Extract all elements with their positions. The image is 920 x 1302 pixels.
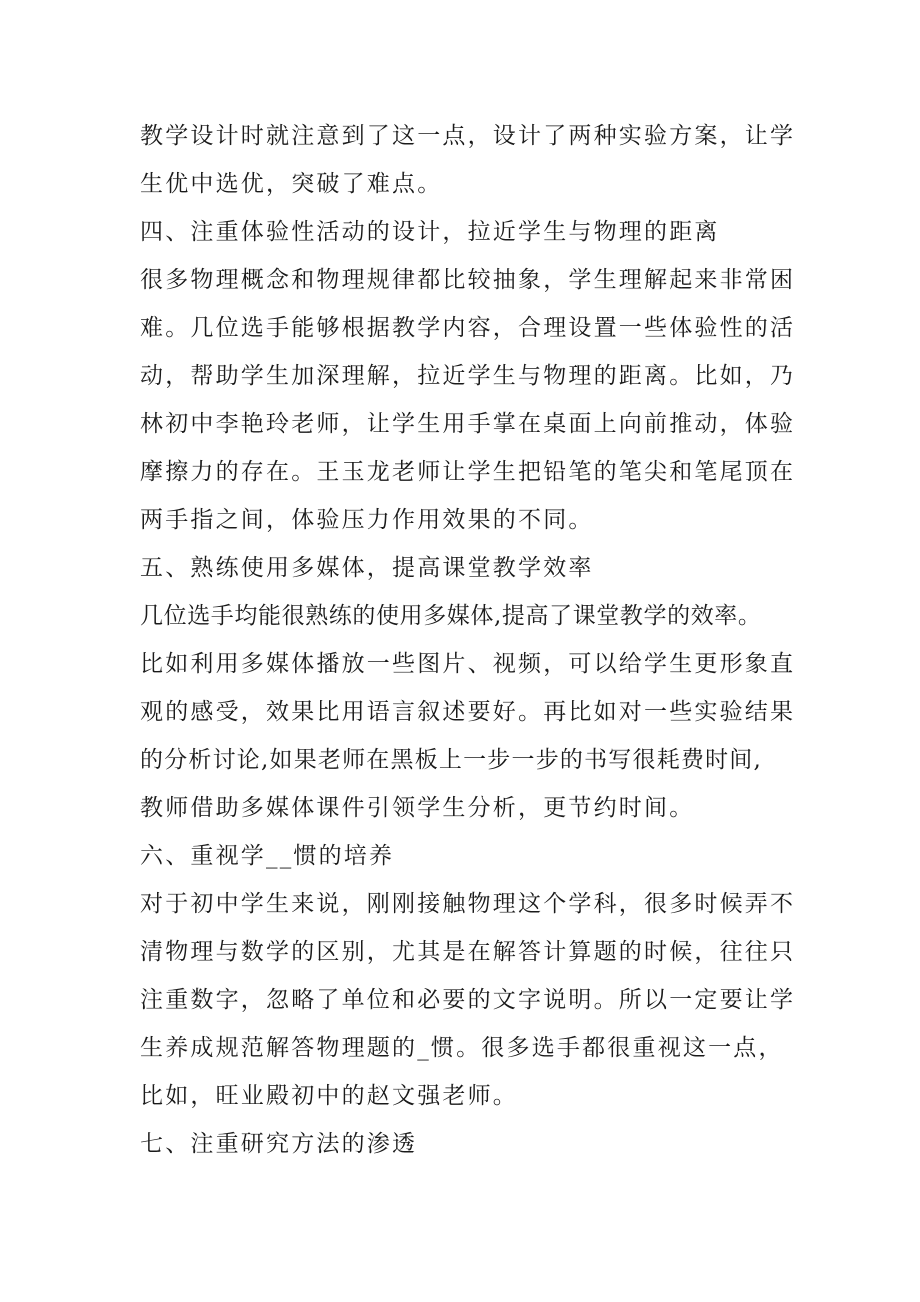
text-line: 比如，旺业殿初中的赵文强老师。	[140, 1083, 518, 1109]
text-line: 几位选手均能很熟练的使用多媒体,提高了课堂教学的效率。	[140, 603, 762, 629]
document-body	[140, 112, 796, 1168]
text-line: 比如利用多媒体播放一些图片、视频，可以给学生更形象直	[140, 651, 796, 677]
text-line: 很多物理概念和物理规律都比较抽象，学生理解起来非常困	[140, 267, 796, 293]
text-line: 的分析讨论,如果老师在黑板上一步一步的书写很耗费时间,	[140, 747, 763, 773]
text-line: 教学设计时就注意到了这一点，设计了两种实验方案，让学	[140, 123, 796, 149]
text-line: 难。几位选手能够根据教学内容，合理设置一些体验性的活	[140, 315, 796, 341]
section-heading: 五、熟练使用多媒体，提高课堂教学效率	[140, 555, 594, 581]
text-line: 摩擦力的存在。王玉龙老师让学生把铅笔的笔尖和笔尾顶在	[140, 459, 796, 485]
text-line: 教师借助多媒体课件引领学生分析，更节约时间。	[140, 795, 695, 821]
text-line: 生养成规范解答物理题的_惯。很多选手都很重视这一点，	[140, 1035, 784, 1061]
text-line: 两手指之间，体验压力作用效果的不同。	[140, 507, 594, 533]
text-line: 对于初中学生来说，刚刚接触物理这个学科，很多时候弄不	[140, 891, 796, 917]
section-heading: 四、注重体验性活动的设计，拉近学生与物理的距离	[140, 219, 720, 245]
section-heading: 六、重视学__惯的培养	[140, 843, 395, 869]
text-line: 注重数字，忽略了单位和必要的文字说明。所以一定要让学	[140, 987, 796, 1013]
text-line: 动，帮助学生加深理解，拉近学生与物理的距离。比如，乃	[140, 363, 796, 389]
text-line: 林初中李艳玲老师，让学生用手掌在桌面上向前推动，体验	[140, 411, 796, 437]
text-line: 生优中选优，突破了难点。	[140, 171, 443, 197]
section-heading: 七、注重研究方法的渗透	[140, 1131, 418, 1157]
text-line: 清物理与数学的区别，尤其是在解答计算题的时候，往往只	[140, 939, 796, 965]
text-line: 观的感受，效果比用语言叙述要好。再比如对一些实验结果	[140, 699, 796, 725]
